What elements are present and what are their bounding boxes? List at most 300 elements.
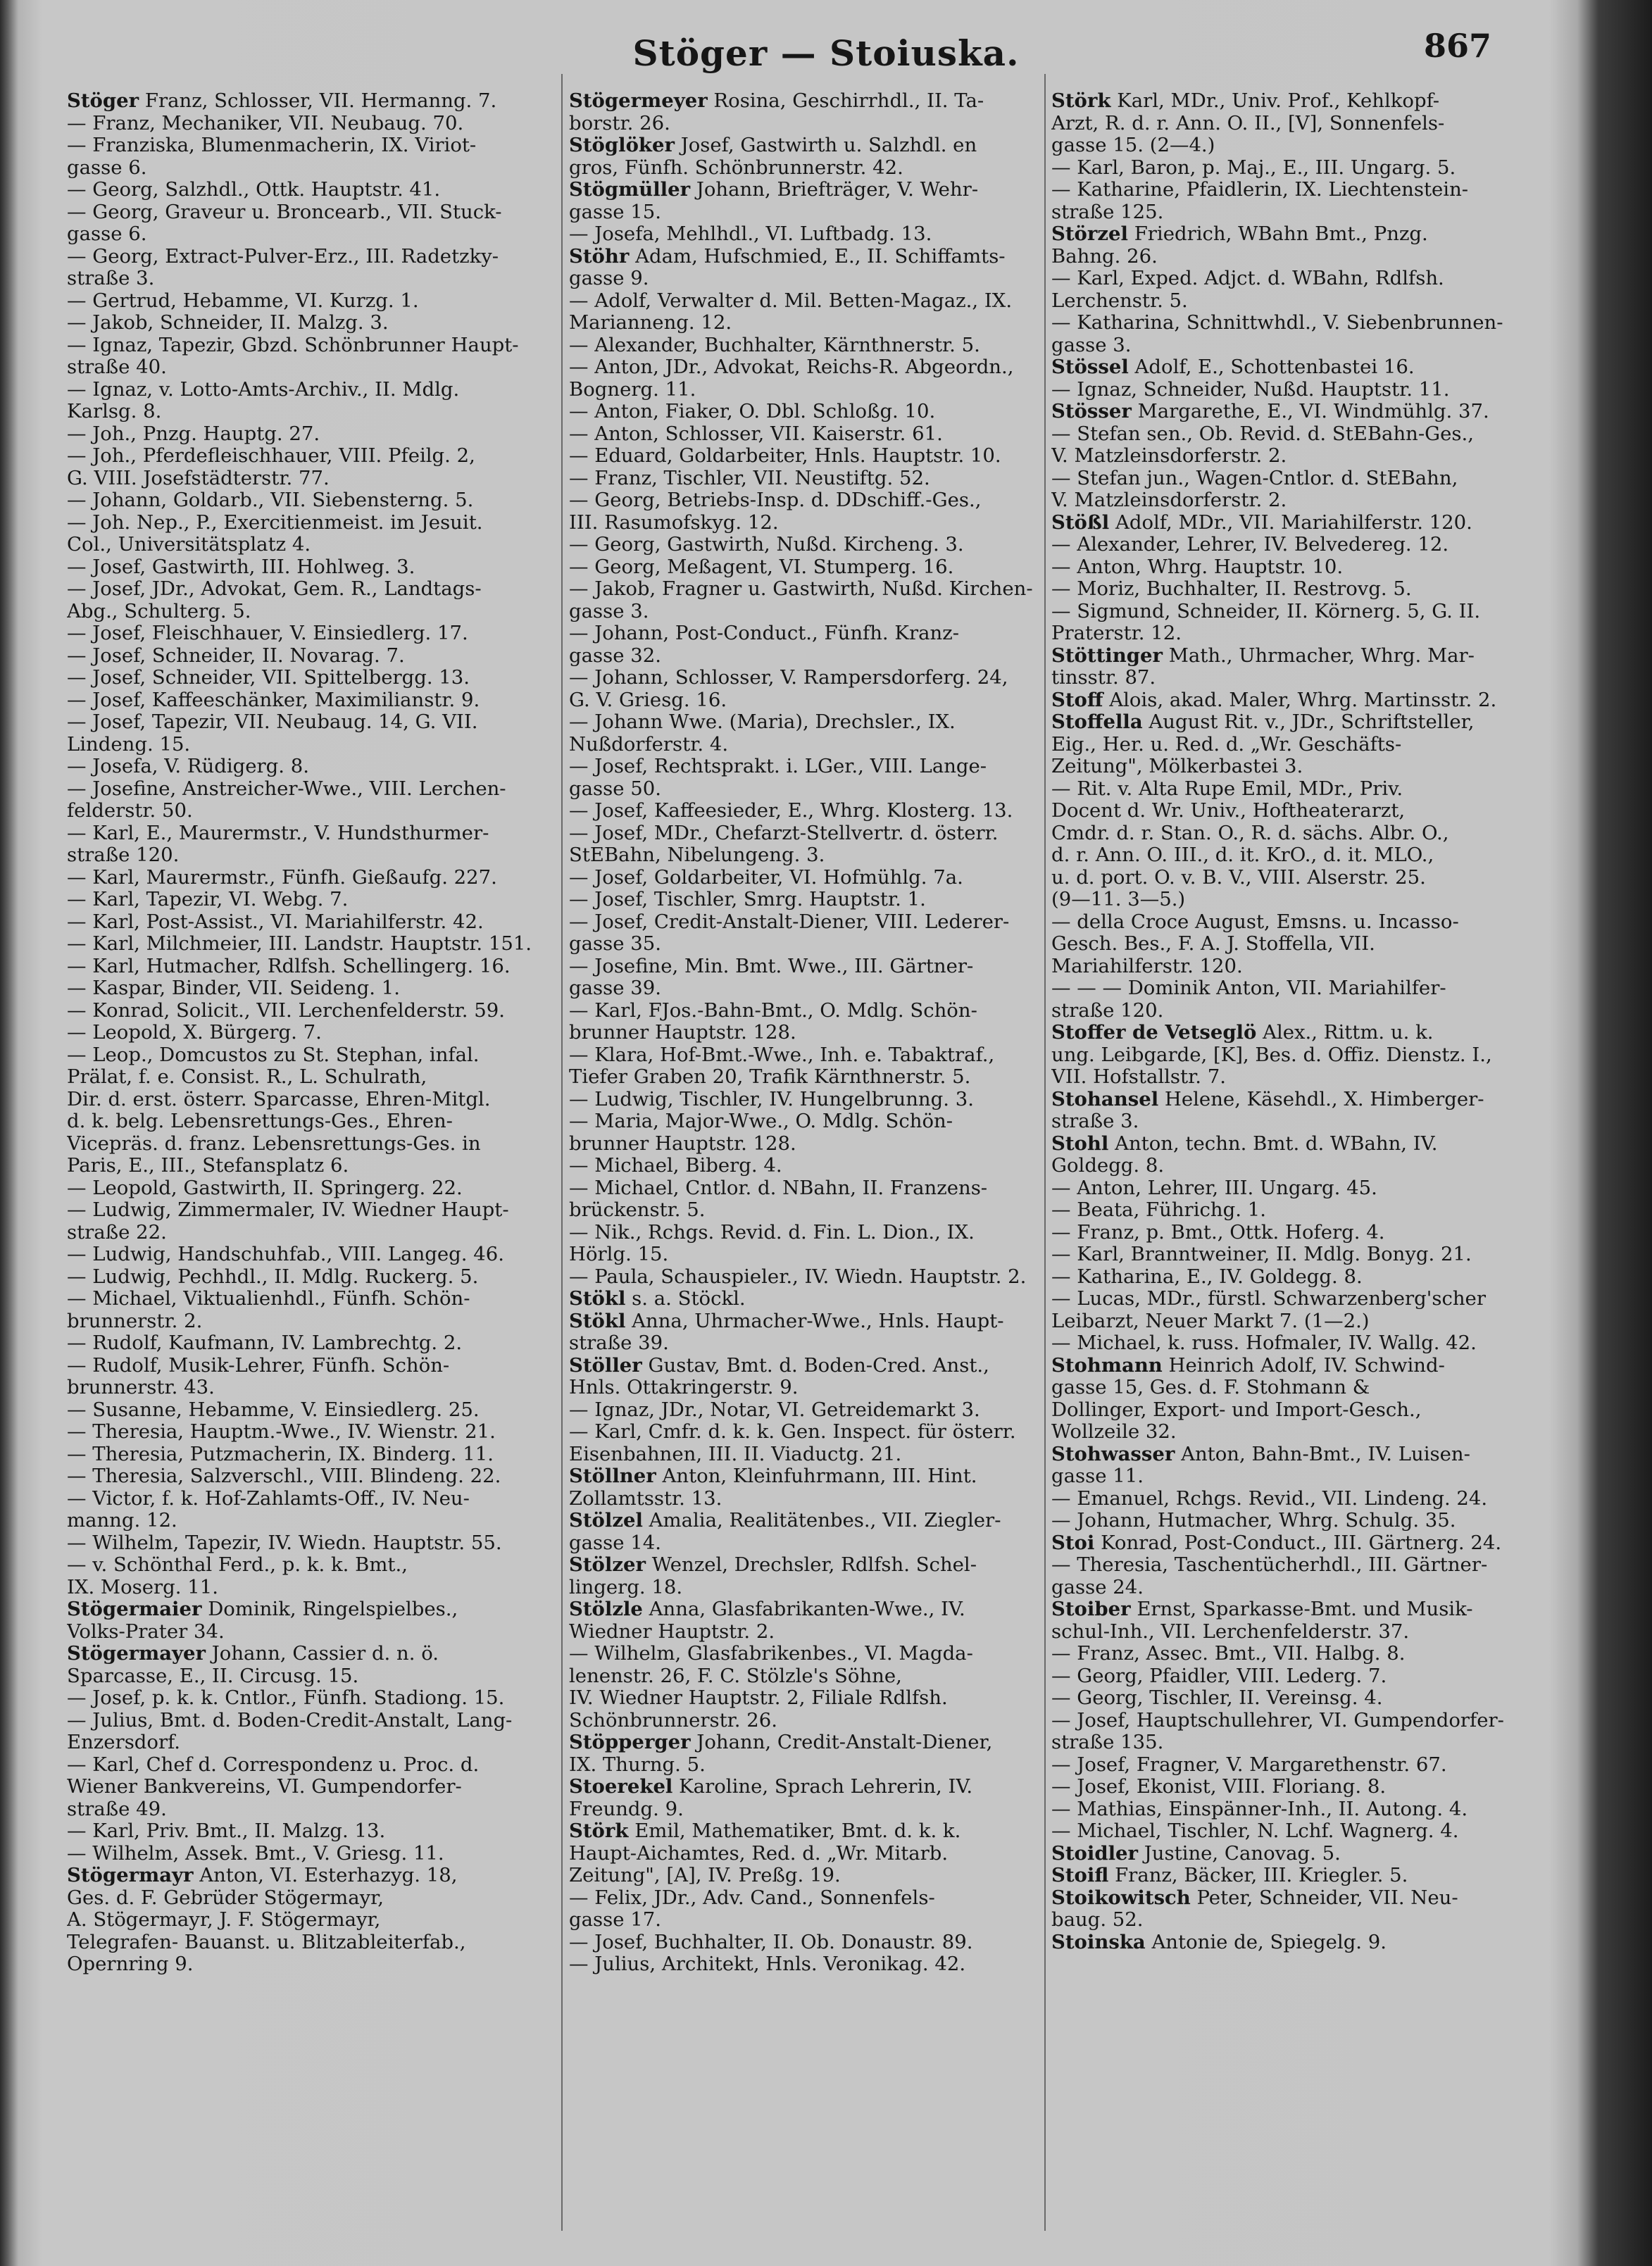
surname-heading: Stöpperger — [569, 1731, 691, 1753]
entry-text: — Stefan jun., Wagen-Cntlor. d. StEBahn, — [1051, 466, 1458, 489]
surname-heading: Stöllner — [569, 1465, 656, 1487]
entry-text: — Wilhelm, Glasfabrikenbes., VI. Magda- — [569, 1642, 973, 1665]
entry-text: straße 120. — [1051, 999, 1164, 1022]
entry-line — [1051, 1488, 1530, 1510]
surname-heading: Stökl — [569, 1287, 626, 1310]
entry-line — [569, 1377, 1058, 1399]
entry-line — [1051, 312, 1530, 334]
entry-text: Hnls. Ottakringerstr. 9. — [569, 1376, 799, 1398]
entry-line — [1051, 512, 1530, 534]
entry-line — [67, 1022, 556, 1044]
entry-line — [67, 822, 556, 845]
entry-line — [67, 867, 556, 889]
entry-text: — Maria, Major-Wwe., O. Mdlg. Schön- — [569, 1110, 953, 1132]
entry-line — [569, 822, 1058, 845]
entry-line — [67, 1732, 556, 1754]
entry-text: — Michael, Viktualienhdl., Fünfh. Schön- — [67, 1287, 470, 1310]
entry-text: — Franz, Mechaniker, VII. Neubaug. 70. — [67, 111, 464, 134]
entry-text: — Julius, Bmt. d. Boden-Credit-Anstalt, Lang- — [67, 1708, 513, 1732]
entry-line — [569, 356, 1058, 379]
entry-text: gasse 15, Ges. d. F. Stohmann & — [1051, 1376, 1370, 1398]
entry-line — [1051, 246, 1530, 268]
entry-line — [67, 711, 556, 734]
entry-line — [1051, 1710, 1530, 1732]
entry-line — [569, 312, 1058, 334]
entry-line — [1051, 1554, 1530, 1577]
entry-text: — Katharine, Pfaidlerin, IX. Liechtenstein- — [1051, 178, 1469, 201]
entry-line — [67, 312, 556, 334]
entry-text: — Karl, Maurermstr., Fünfh. Gießaufg. 227. — [67, 865, 497, 889]
entry-line — [1051, 734, 1530, 756]
surname-heading: Stoikowitsch — [1051, 1886, 1191, 1909]
entry-line — [569, 1621, 1058, 1644]
entry-text: — Georg, Extract-Pulver-Erz., III. Radetzky- — [67, 244, 499, 268]
entry-text: — — — Dominik Anton, VII. Mariahilfer- — [1051, 977, 1446, 999]
entry-line — [1051, 1066, 1530, 1089]
entry-text: — Beata, Führichg. 1. — [1051, 1198, 1266, 1221]
entry-line — [67, 201, 556, 224]
page-header — [0, 27, 1652, 76]
entry-text: — Theresia, Salzverschl., VIII. Blindeng. 22. — [67, 1465, 501, 1487]
entry-line — [1051, 1044, 1530, 1067]
entry-line — [569, 1465, 1058, 1488]
entry-text: Tiefer Graben 20, Trafik Kärnthnerstr. 5. — [569, 1065, 971, 1088]
entry-text: IX. Moserg. 11. — [67, 1575, 218, 1598]
entry-line — [1051, 1421, 1530, 1444]
entry-line — [1051, 113, 1530, 135]
entry-text: III. Rasumofskyg. 12. — [569, 511, 779, 534]
entry-line — [569, 379, 1058, 401]
entry-text: Sparcasse, E., II. Circusg. 15. — [67, 1664, 359, 1687]
entry-text: gasse 3. — [569, 599, 649, 622]
entry-line — [67, 1332, 556, 1355]
entry-text: V. Matzleinsdorferstr. 2. — [1051, 489, 1287, 511]
entry-text: — Susanne, Hebamme, V. Einsiedlerg. 25. — [67, 1398, 480, 1421]
entry-text: — Josef, Kaffeeschänker, Maximilianstr. 9. — [67, 688, 480, 711]
entry-line — [67, 844, 556, 867]
entry-text: gasse 15. (2—4.) — [1051, 134, 1215, 156]
page-title: Stöger — Stoiuska. — [632, 32, 1020, 74]
entry-text: — Wilhelm, Assek. Bmt., V. Griesg. 11. — [67, 1841, 444, 1865]
entry-text: Marianneng. 12. — [569, 311, 732, 334]
entry-line — [569, 956, 1058, 978]
entry-text: gasse 35. — [569, 932, 661, 955]
entry-line — [67, 468, 556, 490]
entry-text: — Gertrud, Hebamme, VI. Kurzg. 1. — [67, 289, 419, 312]
entry-line — [569, 1865, 1058, 1887]
entry-text: Franz, Bäcker, III. Kriegler. 5. — [1108, 1864, 1408, 1886]
entry-text: A. Stögermayr, J. F. Stögermayr, — [67, 1908, 381, 1931]
entry-line — [1051, 1577, 1530, 1599]
entry-text: gasse 9. — [569, 267, 649, 289]
entry-line — [67, 334, 556, 357]
entry-text: — Alexander, Lehrer, IV. Belvedereg. 12. — [1051, 533, 1449, 556]
entry-text: brunnerstr. 43. — [67, 1376, 215, 1398]
entry-line — [569, 1355, 1058, 1377]
surname-heading: Stohwasser — [1051, 1442, 1175, 1465]
entry-text: — Felix, JDr., Adv. Cand., Sonnenfels- — [569, 1886, 935, 1909]
entry-line — [1051, 1776, 1530, 1798]
entry-line — [569, 1110, 1058, 1133]
entry-text: straße 120. — [67, 844, 180, 866]
entry-line — [67, 1577, 556, 1599]
entry-text: straße 135. — [1051, 1731, 1164, 1753]
entry-line — [569, 1066, 1058, 1089]
entry-line — [67, 1444, 556, 1466]
entry-text: gasse 6. — [67, 223, 147, 245]
entry-line — [569, 1022, 1058, 1044]
entry-text: Justine, Canovag. 5. — [1138, 1841, 1341, 1865]
entry-line — [67, 1598, 556, 1621]
entry-text: Freundg. 9. — [569, 1797, 684, 1820]
entry-text: Johann, Cassier d. n. ö. — [206, 1642, 439, 1665]
entry-text: straße 22. — [67, 1220, 167, 1244]
surname-heading: Stöttinger — [1051, 644, 1163, 667]
entry-text: — Anton, Whrg. Hauptstr. 10. — [1051, 555, 1344, 578]
entry-text: Adam, Hufschmied, E., II. Schiffamts- — [629, 244, 1006, 268]
entry-line — [67, 445, 556, 468]
entry-line — [67, 489, 556, 512]
entry-text: Paris, E., III., Stefansplatz 6. — [67, 1154, 349, 1177]
entry-line — [569, 977, 1058, 1000]
entry-text: — Adolf, Verwalter d. Mil. Betten-Magaz., IX. — [569, 289, 1013, 312]
entry-line — [569, 1665, 1058, 1688]
entry-text: — Theresia, Hauptm.-Wwe., IV. Wienstr. 21. — [67, 1420, 496, 1443]
entry-line — [569, 1843, 1058, 1865]
entry-line — [1051, 1332, 1530, 1355]
surname-heading: Stoffella — [1051, 711, 1143, 733]
entry-text: — Michael, Cntlor. d. NBahn, II. Franzens- — [569, 1176, 988, 1199]
entry-text: — Ignaz, Schneider, Nußd. Hauptstr. 11. — [1051, 377, 1450, 401]
entry-text: brunnerstr. 2. — [67, 1309, 203, 1332]
entry-line — [1051, 711, 1530, 734]
entry-text: — Karl, Milchmeier, III. Landstr. Hauptstr. 151. — [67, 932, 532, 955]
entry-text: — Leopold, X. Bürgerg. 7. — [67, 1021, 322, 1044]
entry-line — [67, 800, 556, 822]
entry-text: — Josef, Goldarbeiter, VI. Hofmühlg. 7a. — [569, 865, 963, 889]
entry-text: Alex., Rittm. u. k. — [1256, 1021, 1434, 1044]
entry-line — [569, 179, 1058, 201]
entry-line — [569, 201, 1058, 224]
surname-heading: Stökl — [569, 1309, 626, 1332]
surname-heading: Stohmann — [1051, 1353, 1163, 1377]
entry-text: brunner Hauptstr. 128. — [569, 1132, 796, 1155]
entry-text: — Franz, Assec. Bmt., VII. Halbg. 8. — [1051, 1642, 1406, 1665]
entry-line — [1051, 1377, 1530, 1399]
entry-text: — Karl, Hutmacher, Rdlfsh. Schellingerg. 16. — [67, 954, 511, 977]
entry-line — [1051, 356, 1530, 379]
entry-line — [569, 1199, 1058, 1222]
entry-line — [1051, 1843, 1530, 1865]
entry-line — [67, 734, 556, 756]
entry-line — [569, 667, 1058, 689]
entry-line — [569, 1332, 1058, 1355]
surname-heading: Stoifl — [1051, 1864, 1109, 1886]
page-number: 867 — [1423, 27, 1491, 65]
entry-text: Helene, Käsehdl., X. Himberger- — [1158, 1087, 1484, 1110]
entry-text: manng. 12. — [67, 1509, 177, 1532]
entry-line — [569, 601, 1058, 623]
surname-heading: Störk — [1051, 90, 1111, 112]
entry-line — [569, 734, 1058, 756]
entry-line — [67, 1887, 556, 1910]
entry-line — [1051, 445, 1530, 468]
entry-line — [67, 1909, 556, 1932]
entry-text: — Johann, Post-Conduct., Fünfh. Kranz- — [569, 622, 959, 644]
entry-text: Goldegg. 8. — [1051, 1154, 1165, 1177]
entry-line — [569, 867, 1058, 889]
entry-line — [67, 1554, 556, 1577]
entry-text: — Joh., Pferdefleischhauer, VIII. Pfeilg. 2, — [67, 444, 475, 467]
entry-text: — Josef, Ekonist, VIII. Floriang. 8. — [1051, 1775, 1387, 1798]
entry-line — [569, 1687, 1058, 1710]
entry-text: Hörlg. 15. — [569, 1243, 669, 1265]
entry-line — [67, 401, 556, 423]
entry-line — [569, 1932, 1058, 1954]
entry-line — [67, 1465, 556, 1488]
entry-line — [67, 1110, 556, 1133]
entry-text: — Anton, Lehrer, III. Ungarg. 45. — [1051, 1176, 1377, 1199]
entry-text: borstr. 26. — [569, 111, 670, 134]
entry-line — [569, 534, 1058, 556]
entry-line — [1051, 1932, 1530, 1954]
entry-line — [67, 423, 556, 446]
entry-text: Johann, Briefträger, V. Wehr- — [690, 178, 979, 201]
surname-heading: Stößl — [1051, 511, 1110, 534]
entry-text: — Theresia, Putzmacherin, IX. Binderg. 11. — [67, 1442, 494, 1465]
entry-line — [67, 1044, 556, 1067]
entry-line — [67, 933, 556, 956]
entry-text: Wenzel, Drechsler, Rdlfsh. Schel- — [645, 1553, 977, 1576]
entry-line — [569, 468, 1058, 490]
entry-text: d. k. belg. Lebensrettungs-Ges., Ehren- — [67, 1110, 453, 1132]
entry-line — [1051, 911, 1530, 934]
entry-line — [67, 1953, 556, 1976]
surname-heading: Stoi — [1051, 1531, 1095, 1554]
entry-line — [67, 1421, 556, 1444]
entry-line — [569, 1133, 1058, 1156]
entry-text: Karoline, Sprach Lehrerin, IV. — [672, 1775, 973, 1798]
entry-text: — Georg, Gastwirth, Nußd. Kircheng. 3. — [569, 533, 964, 556]
entry-text: — Ludwig, Pechhdl., II. Mdlg. Ruckerg. 5. — [67, 1265, 479, 1288]
entry-line — [67, 911, 556, 934]
entry-text: gasse 11. — [1051, 1465, 1144, 1487]
surname-heading: Stölzel — [569, 1509, 643, 1532]
surname-heading: Stoidler — [1051, 1841, 1139, 1865]
entry-line — [1051, 1909, 1530, 1932]
entry-line — [1051, 1310, 1530, 1333]
entry-text: — Kaspar, Binder, VII. Seideng. 1. — [67, 977, 400, 999]
entry-line — [1051, 1022, 1530, 1044]
entry-line — [1051, 1355, 1530, 1377]
surname-heading: Stölzle — [569, 1598, 643, 1620]
entry-text: Lindeng. 15. — [67, 732, 191, 756]
entry-text: gasse 17. — [569, 1908, 661, 1931]
entry-line — [1051, 157, 1530, 180]
entry-text: Dollinger, Export- und Import-Gesch., — [1051, 1398, 1422, 1421]
entry-text: tinsstr. 87. — [1051, 666, 1156, 689]
entry-text: d. r. Ann. O. III., d. it. KrO., d. it. MLO., — [1051, 844, 1434, 866]
entry-text: Amalia, Realitätenbes., VII. Ziegler- — [642, 1509, 1001, 1532]
entry-line — [67, 1355, 556, 1377]
entry-line — [67, 1288, 556, 1310]
entry-text: — Karl, Baron, p. Maj., E., III. Ungarg. 5. — [1051, 156, 1456, 179]
entry-line — [1051, 1444, 1530, 1466]
entry-line — [1051, 1887, 1530, 1910]
entry-line — [569, 711, 1058, 734]
entry-text: Alois, akad. Maler, Whrg. Martinsstr. 2. — [1103, 688, 1497, 711]
surname-heading: Stögermayer — [67, 1642, 206, 1665]
entry-line — [569, 489, 1058, 512]
entry-line — [1051, 1133, 1530, 1156]
entry-text: Nußdorferstr. 4. — [569, 732, 729, 756]
entry-line — [1051, 645, 1530, 668]
entry-text: (9—11. 3—5.) — [1051, 888, 1186, 910]
entry-text: — della Croce August, Emsns. u. Incasso- — [1051, 910, 1459, 933]
entry-line — [67, 1310, 556, 1333]
entry-text: Vicepräs. d. franz. Lebensrettungs-Ges. in — [67, 1132, 481, 1155]
surname-heading: Stölzer — [569, 1553, 646, 1576]
entry-text: — Josef, Rechtsprakt. i. LGer., VIII. Lange- — [569, 755, 987, 777]
entry-line — [569, 1532, 1058, 1555]
entry-line — [1051, 1598, 1530, 1621]
entry-line — [569, 223, 1058, 246]
entry-line — [1051, 1643, 1530, 1665]
entry-text: Ernst, Sparkasse-Bmt. und Musik- — [1130, 1598, 1473, 1620]
entry-line — [1051, 956, 1530, 978]
entry-text: — Wilhelm, Tapezir, IV. Wiedn. Hauptstr. 55. — [67, 1531, 502, 1554]
entry-line — [67, 778, 556, 801]
entry-line — [1051, 1465, 1530, 1488]
entry-text: Rosina, Geschirrhdl., II. Ta- — [707, 90, 984, 112]
entry-text: — Georg, Salzhdl., Ottk. Hauptstr. 41. — [67, 178, 441, 201]
entry-line — [569, 1044, 1058, 1067]
entry-text: Mariahilferstr. 120. — [1051, 954, 1243, 977]
entry-text: — Nik., Rchgs. Revid. d. Fin. L. Dion., IX. — [569, 1220, 975, 1244]
entry-line — [67, 1377, 556, 1399]
entry-line — [67, 1266, 556, 1289]
entry-text: — Emanuel, Rchgs. Revid., VII. Lindeng. 24. — [1051, 1486, 1488, 1510]
entry-text: Leibarzt, Neuer Markt 7. (1—2.) — [1051, 1309, 1370, 1332]
entry-line — [1051, 1510, 1530, 1532]
entry-text: — Josef, Fleischhauer, V. Einsiedlerg. 17. — [67, 622, 468, 644]
entry-text: Dominik, Ringelspielbes., — [201, 1598, 458, 1620]
entry-text: — Karl, Chef d. Correspondenz u. Proc. d. — [67, 1753, 480, 1776]
entry-line — [67, 667, 556, 689]
entry-line — [569, 1310, 1058, 1333]
entry-line — [569, 1776, 1058, 1798]
surname-heading: Stoinska — [1051, 1930, 1146, 1953]
entry-text: — Jakob, Schneider, II. Malzg. 3. — [67, 311, 389, 334]
entry-text: — Josef, Hauptschullehrer, VI. Gumpendorfer- — [1051, 1708, 1504, 1732]
entry-line — [569, 1577, 1058, 1599]
surname-heading: Stohl — [1051, 1132, 1109, 1155]
entry-line — [67, 956, 556, 978]
entry-text: — Johann, Goldarb., VII. Siebensterng. 5. — [67, 489, 474, 511]
entry-line — [569, 756, 1058, 778]
entry-line — [67, 1820, 556, 1843]
entry-line — [1051, 1621, 1530, 1644]
entry-text: Cmdr. d. r. Stan. O., R. d. sächs. Albr. O., — [1051, 821, 1449, 844]
entry-text: Zeitung", Mölkerbastei 3. — [1051, 755, 1303, 777]
entry-line — [1051, 468, 1530, 490]
entry-line — [67, 889, 556, 911]
entry-text: — Jakob, Fragner u. Gastwirth, Nußd. Kirchen- — [569, 577, 1033, 600]
entry-text: Margarethe, E., VI. Windmühlg. 37. — [1131, 400, 1489, 422]
entry-line — [1051, 867, 1530, 889]
entry-text: Peter, Schneider, VII. Neu- — [1190, 1886, 1458, 1909]
entry-text: brunner Hauptstr. 128. — [569, 1021, 796, 1044]
entry-text: — Stefan sen., Ob. Revid. d. StEBahn-Ges., — [1051, 422, 1474, 445]
entry-line — [1051, 889, 1530, 911]
entry-line — [569, 933, 1058, 956]
entry-text: gros, Fünfh. Schönbrunnerstr. 42. — [569, 156, 903, 179]
entry-line — [1051, 556, 1530, 579]
entry-text: Karlsg. 8. — [67, 400, 162, 422]
entry-line — [67, 179, 556, 201]
entry-text: — Ignaz, v. Lotto-Amts-Archiv., II. Mdlg. — [67, 377, 460, 401]
entry-line — [67, 534, 556, 556]
entry-line — [1051, 1532, 1530, 1555]
entry-line — [1051, 223, 1530, 246]
entry-text: gasse 14. — [569, 1531, 661, 1554]
entry-text: — Lucas, MDr., fürstl. Schwarzenberg'scher — [1051, 1287, 1486, 1310]
entry-line — [1051, 1155, 1530, 1177]
entry-text: Zollamtsstr. 13. — [569, 1486, 722, 1510]
entry-line — [67, 290, 556, 313]
entry-text: straße 3. — [1051, 1110, 1139, 1132]
entry-line — [569, 889, 1058, 911]
entry-line — [1051, 622, 1530, 645]
entry-line — [569, 401, 1058, 423]
entry-line — [569, 578, 1058, 601]
entry-text: — Georg, Tischler, II. Vereinsg. 4. — [1051, 1686, 1383, 1709]
entry-text: baug. 52. — [1051, 1908, 1144, 1931]
entry-line — [1051, 290, 1530, 313]
entry-text: — Victor, f. k. Hof-Zahlamts-Off., IV. Neu- — [67, 1486, 470, 1510]
entry-line — [569, 1887, 1058, 1910]
entry-line — [67, 268, 556, 290]
entry-text: s. a. Stöckl. — [625, 1287, 746, 1310]
entry-line — [1051, 401, 1530, 423]
entry-text: — Franziska, Blumenmacherin, IX. Viriot- — [67, 134, 477, 156]
entry-line — [1051, 90, 1530, 113]
entry-line — [67, 1754, 556, 1777]
entry-text: — Josef, p. k. k. Cntlor., Fünfh. Stadiong. 15. — [67, 1686, 505, 1709]
entry-line — [1051, 1820, 1530, 1843]
entry-text: — Rit. v. Alta Rupe Emil, MDr., Priv. — [1051, 777, 1403, 800]
entry-line — [569, 1421, 1058, 1444]
entry-text: Col., Universitätsplatz 4. — [67, 533, 311, 556]
entry-text: — Johann, Hutmacher, Whrg. Schulg. 35. — [1051, 1509, 1456, 1532]
surname-heading: Stössel — [1051, 356, 1129, 378]
column-left — [67, 90, 556, 2224]
entry-line — [1051, 334, 1530, 357]
entry-text: — Joh. Nep., P., Exercitienmeist. im Jesuit. — [67, 511, 483, 534]
entry-text: — Michael, k. russ. Hofmaler, IV. Wallg. 42. — [1051, 1332, 1477, 1354]
entry-text: Zeitung", [A], IV. Preßg. 19. — [569, 1864, 841, 1886]
entry-line — [67, 1710, 556, 1732]
entry-line — [1051, 1266, 1530, 1289]
entry-line — [67, 1488, 556, 1510]
entry-text: — Georg, Pfaidler, VIII. Lederg. 7. — [1051, 1664, 1387, 1687]
entry-text: lenenstr. 26, F. C. Stölzle's Söhne, — [569, 1664, 902, 1687]
entry-text: G. V. Griesg. 16. — [569, 688, 727, 711]
entry-line — [67, 1798, 556, 1821]
entry-text: Praterstr. 12. — [1051, 622, 1182, 644]
entry-text: V. Matzleinsdorferstr. 2. — [1051, 444, 1287, 467]
entry-line — [1051, 822, 1530, 845]
